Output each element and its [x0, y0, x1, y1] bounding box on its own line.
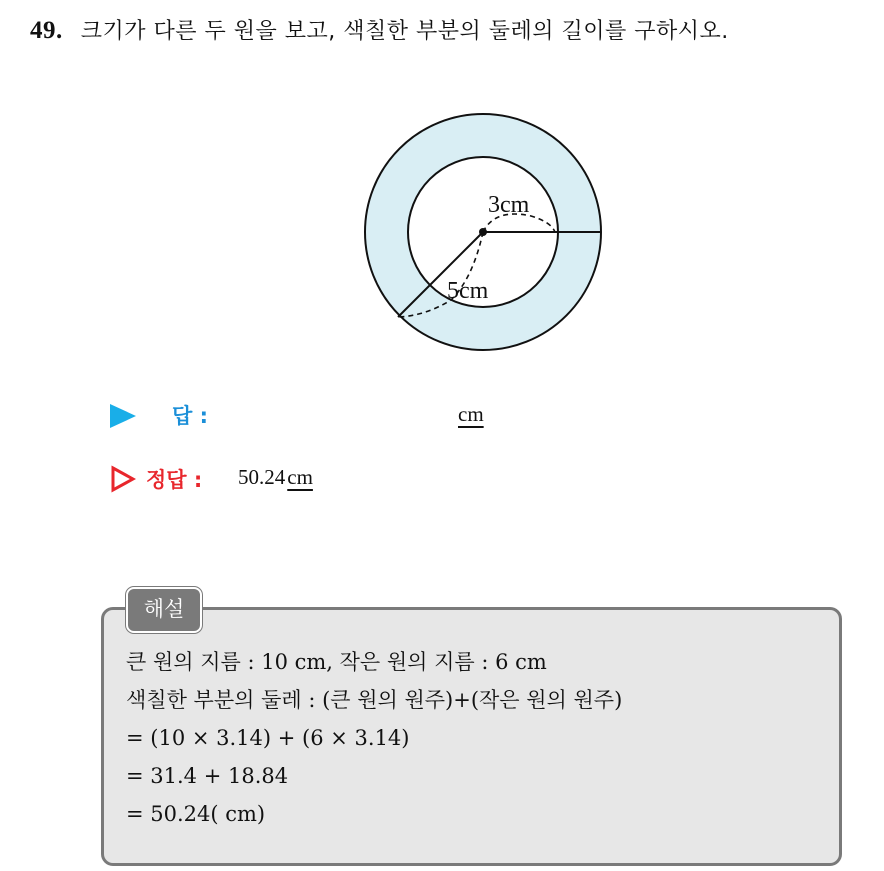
explanation-line: = 31.4 + 18.84 — [126, 764, 289, 788]
explanation-line: = (10 × 3.14) + (6 × 3.14) — [126, 726, 410, 750]
question — [30, 14, 729, 45]
correct-answer-value: 50.24 — [238, 465, 286, 489]
answer-label: 답 : — [172, 404, 208, 428]
answer-blank-unit: cm — [458, 402, 484, 426]
explanation-text — [126, 643, 622, 833]
explanation-line: = 50.24( cm) — [126, 802, 266, 826]
explanation-line: 큰 원의 지름 : 10 cm, 작은 원의 지름 : 6 cm — [126, 650, 547, 674]
question-number: 49. — [30, 17, 63, 44]
correct-answer-unit: cm — [287, 465, 313, 489]
answer-row — [110, 398, 610, 434]
play-icon — [110, 404, 136, 428]
correct-answer-label: 정답 : — [146, 468, 203, 492]
explanation-tab: 해설 — [126, 587, 202, 633]
center-point — [479, 228, 487, 236]
explanation-line: 색칠한 부분의 둘레 : (큰 원의 원주)+(작은 원의 원주) — [126, 688, 623, 712]
ring-diagram — [355, 108, 610, 358]
correct-answer-row — [110, 461, 610, 497]
outer-radius-label: 5cm — [447, 278, 489, 304]
correct-answer-value-wrap — [238, 465, 313, 490]
question-text: 크기가 다른 두 원을 보고, 색칠한 부분의 둘레의 길이를 구하시오. — [80, 19, 729, 44]
inner-radius-label: 3cm — [488, 192, 530, 218]
outline-play-icon — [110, 465, 136, 493]
ring-figure — [355, 108, 610, 358]
